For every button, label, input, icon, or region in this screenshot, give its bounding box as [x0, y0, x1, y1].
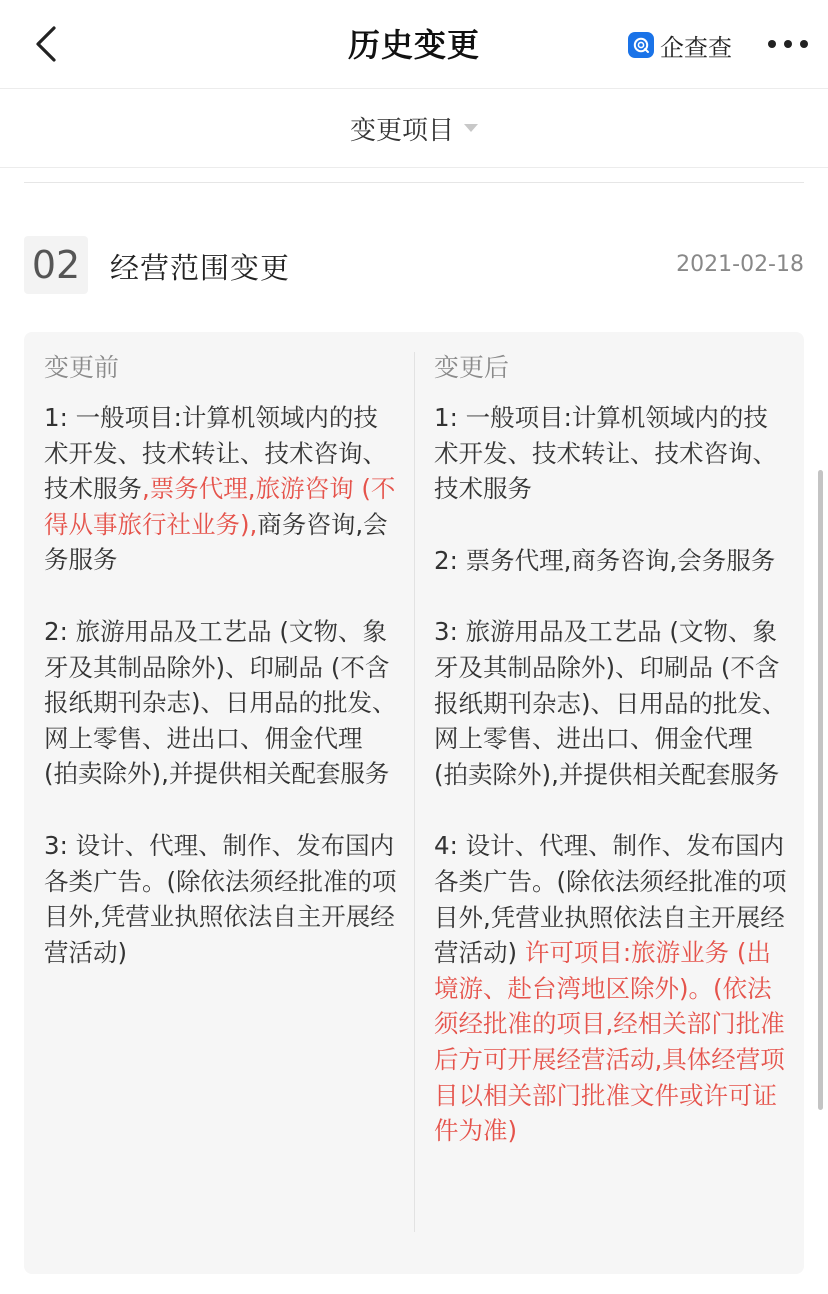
brand-name: 企查查: [660, 33, 732, 62]
before-content: [44, 400, 402, 970]
more-button[interactable]: [764, 26, 812, 62]
after-item-1: 1: 一般项目:计算机领域内的技术开发、技术转让、技术咨询、技术服务: [434, 403, 777, 504]
nav-header: [0, 0, 828, 89]
before-column: [44, 350, 402, 1006]
record-title: 经营范围变更: [110, 251, 291, 285]
filter-bar: [0, 89, 828, 168]
after-heading: 变更后: [434, 353, 510, 382]
brand-link[interactable]: [628, 28, 732, 62]
section-divider: [24, 182, 804, 183]
after-item-4-text: 4: 设计、代理、制作、发布国内各类广告。(除依法须经批准的项目外,凭营业执照依法自主开展经营活动): [434, 831, 787, 968]
record-index: 02: [24, 236, 88, 294]
qcc-logo-icon: [628, 32, 654, 58]
removed-text: ,票务代理,旅游咨询 (不得从事旅行社业务),: [44, 474, 396, 539]
change-record-header: [24, 236, 804, 296]
before-item-1-text: 1: 一般项目:计算机领域内的技术开发、技术转让、技术咨询、技术服务: [44, 403, 387, 504]
column-divider: [414, 352, 415, 1232]
change-comparison-card: [24, 332, 804, 1274]
more-icon: [767, 39, 809, 49]
after-column: [434, 350, 792, 1185]
after-item-4: [434, 828, 792, 1148]
added-text: 许可项目:旅游业务 (出境游、赴台湾地区除外)。(依法须经批准的项目,经相关部门批准后方可开展经营活动,具体经营项目以相关部门批准文件或许可证件为准): [434, 938, 785, 1146]
before-item-1-tail: 商务咨询,会务服务: [44, 509, 388, 575]
before-item-2: 2: 旅游用品及工艺品 (文物、象牙及其制品除外)、印刷品 (不含报纸期刊杂志)、日用品的批发、网上零售、进出口、佣金代理 (拍卖除外),并提供相关配套服务: [44, 616, 397, 789]
after-item-2: 2: 票务代理,商务咨询,会务服务: [434, 545, 776, 575]
change-type-filter[interactable]: [350, 110, 478, 147]
after-content: [434, 400, 792, 1149]
page-title: 历史变更: [347, 26, 480, 64]
record-date: 2021-02-18: [676, 252, 804, 277]
before-item-1: [44, 400, 402, 578]
scrollbar[interactable]: [818, 470, 823, 1110]
before-heading: 变更前: [44, 353, 120, 382]
after-item-3: 3: 旅游用品及工艺品 (文物、象牙及其制品除外)、印刷品 (不含报纸期刊杂志)、日用品的批发、网上零售、进出口、佣金代理 (拍卖除外),并提供相关配套服务: [434, 617, 787, 789]
before-item-3: 3: 设计、代理、制作、发布国内各类广告。(除依法须经批准的项目外,凭营业执照依法自主开展经营活动): [44, 830, 397, 967]
filter-label: 变更项目: [349, 115, 454, 146]
caret-down-icon: [464, 124, 478, 132]
